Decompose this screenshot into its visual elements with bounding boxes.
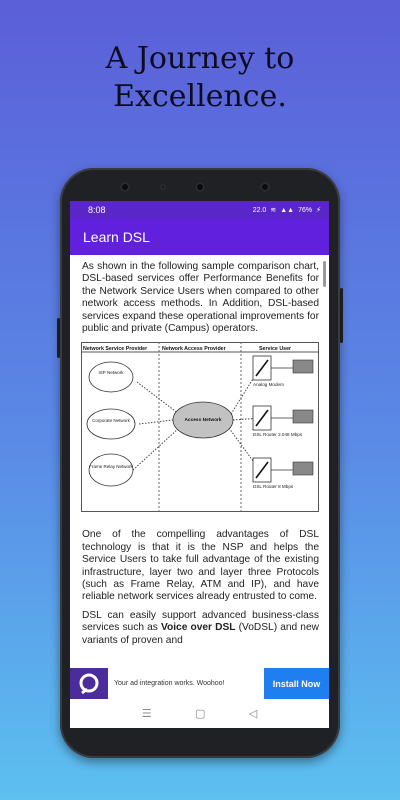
data-rate: 22.0 (252, 206, 267, 214)
ad-banner[interactable] (70, 668, 329, 699)
sensor-icon (260, 182, 270, 192)
recents-icon[interactable]: ☰ (141, 708, 152, 720)
phone-screen (70, 201, 329, 728)
home-icon[interactable]: ▢ (194, 708, 206, 720)
network-diagram (81, 342, 319, 512)
status-icons (253, 206, 321, 214)
headline-line2: Excellence. (113, 79, 287, 114)
headline-line1: A Journey to (105, 41, 295, 76)
nav-bar (70, 699, 329, 728)
app-bar (70, 219, 329, 255)
cloud-corporate: Corporate Network (92, 418, 130, 424)
cloud-frame-relay: Frame Relay Network (89, 464, 133, 470)
battery-level: 76% (298, 206, 313, 214)
device-dsl-router-8: DSL Router 8 Mbps (253, 484, 294, 490)
camera-icon (160, 184, 166, 190)
install-now-button[interactable]: Install Now (264, 668, 329, 699)
paragraph-1: As shown in the following sample comparison chart, DSL-based services offer Performance Benefits for the Network Service Users when compared to other network access methods. In Addition, DSL-based services expand these operational improvements for public and private (Campus) operators. (82, 261, 319, 335)
ad-text: Your ad integration works. Woohoo! (114, 680, 225, 687)
header-user: Service User (259, 346, 292, 353)
header-nsp: Network Service Provider (83, 346, 148, 353)
device-dsl-router-2: DSL Router 2.048 Mbps (253, 432, 303, 438)
ad-logo-icon (70, 668, 108, 699)
scrollbar[interactable] (323, 261, 326, 287)
cloud-access: Access Network (184, 418, 222, 424)
paragraph-3-start: DSL can easily support advanced business-class services such as (82, 609, 319, 634)
cloud-isp: ISP Network (98, 370, 124, 376)
power-button (57, 318, 60, 358)
back-icon[interactable]: ◁ (248, 708, 258, 720)
paragraph-3 (82, 610, 319, 647)
status-bar (70, 201, 329, 219)
paragraph-3-end: (VoDSL) and new variants of proven and (82, 622, 319, 646)
battery-icon: ⚡ (316, 207, 321, 214)
app-title: Learn DSL (83, 229, 150, 245)
camera-left-icon (120, 182, 130, 192)
header-nap: Network Access Provider (162, 346, 226, 353)
volume-button (340, 288, 343, 343)
speaker-icon (195, 182, 205, 192)
paragraph-3-bold: Voice over DSL (160, 622, 236, 634)
signal-icon: ▲▲ (280, 206, 295, 214)
status-time: 8:08 (88, 205, 106, 215)
headline (0, 40, 400, 116)
wifi-icon: ≋ (270, 207, 277, 214)
content-area[interactable] (70, 255, 329, 668)
device-analog-modem: Analog Modem (253, 382, 284, 388)
paragraph-2: One of the compelling advantages of DSL technology is that it is the NSP and helps the Service Users to take full advantage of the existing infrastructure, layer two and layer three Protocols (such as Frame Relay, ATM and IP), and have reliable network services already entrusted to come. (82, 529, 319, 603)
